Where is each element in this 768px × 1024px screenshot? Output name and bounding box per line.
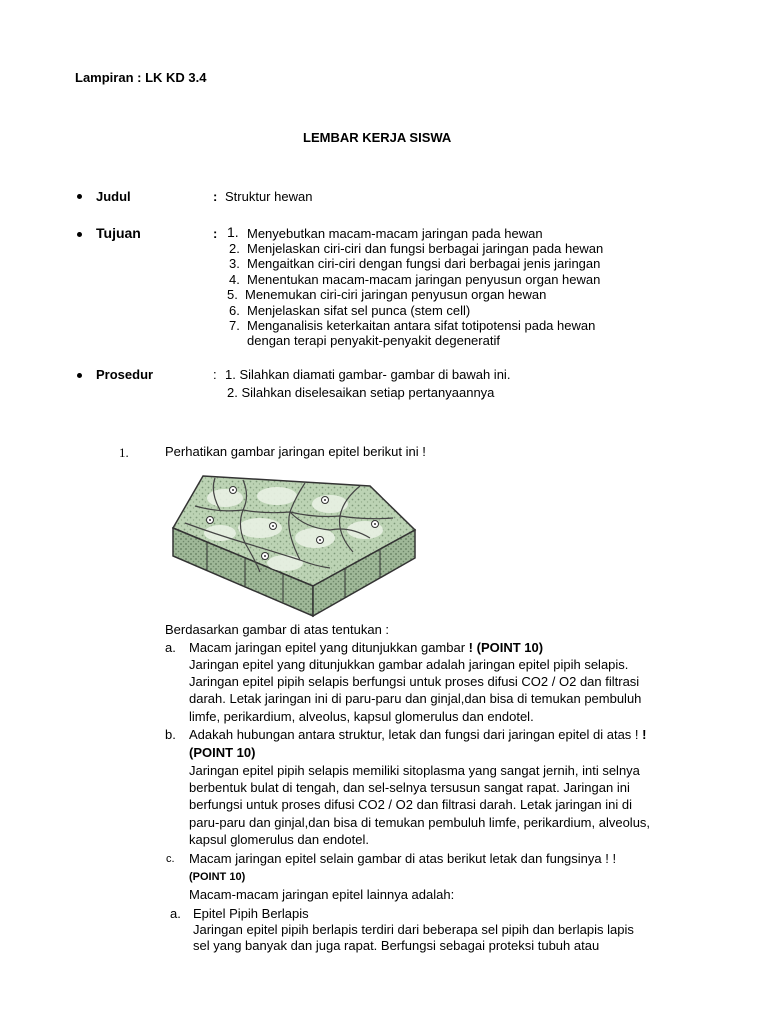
question-lead: Berdasarkan gambar di atas tentukan : [165, 622, 390, 637]
tujuan-num-2: 2. [229, 241, 240, 256]
item-a-answer-2: Jaringan epitel pipih selapis berfungsi untuk proses difusi CO2 / O2 dan filtrasi [189, 674, 640, 689]
judul-label: Judul [96, 189, 131, 204]
bullet-tujuan [77, 232, 82, 237]
item-a-answer-3: darah. Letak jaringan ini di paru-paru dan ginjal,dan bisa di temukan pembuluh [189, 691, 642, 706]
item-c-sub-a-letter: a. [170, 906, 181, 921]
item-b-answer-3: berfungsi untuk proses difusi CO2 / O2 dan filtrasi darah. Letak jaringan ini di [189, 797, 632, 812]
prosedur-colon: : [213, 367, 217, 382]
item-b-point: (POINT 10) [189, 745, 256, 760]
bullet-prosedur [77, 373, 82, 378]
page-title: LEMBAR KERJA SISWA [303, 130, 452, 145]
tujuan-num-7: 7. [229, 318, 240, 333]
epithelium-figure [165, 468, 420, 618]
attachment-label: Lampiran : LK KD 3.4 [75, 70, 207, 85]
item-c-point: (POINT 10) [189, 871, 246, 883]
item-a-answer-4: limfe, perikardium, alveolus, kapsul glomerulus dan endotel. [189, 709, 534, 724]
item-b-answer-4: paru-paru dan ginjal,dan bisa di temukan pembuluh limfe, perikardium, alveolus, [189, 815, 651, 830]
tujuan-item-1: Menyebutkan macam-macam jaringan pada hewan [247, 226, 543, 241]
tujuan-colon: : [213, 226, 218, 241]
item-c-letter: c. [166, 853, 175, 865]
item-c-sub-a-text-1: Jaringan epitel pipih berlapis terdiri dari beberapa sel pipih dan berlapis lapis [193, 922, 634, 937]
epithelium-drawing [165, 468, 420, 618]
item-c-lead: Macam-macam jaringan epitel lainnya adalah: [189, 887, 455, 902]
prosedur-label: Prosedur [96, 367, 154, 382]
item-b-letter: b. [165, 727, 176, 742]
tujuan-item-7: Menganalisis keterkaitan antara sifat totipotensi pada hewan [247, 318, 596, 333]
item-c-sub-a-text-2: sel yang banyak dan juga rapat. Berfungsi sebagai proteksi tubuh atau [193, 938, 600, 953]
tujuan-num-1: 1. [227, 224, 239, 240]
item-a-letter: a. [165, 640, 176, 655]
judul-value: Struktur hewan [225, 189, 313, 204]
tujuan-num-6: 6. [229, 303, 240, 318]
tujuan-num-5: 5. [227, 287, 238, 302]
tujuan-item-6: Menjelaskan sifat sel punca (stem cell) [247, 303, 471, 318]
item-b-answer-2: berbentuk bulat di tengah, dan sel-selnya tersusun sangat rapat. Jaringan ini [189, 780, 630, 795]
item-b-line [189, 727, 647, 742]
tujuan-item-4: Menentukan macam-macam jaringan penyusun organ hewan [247, 272, 601, 287]
tujuan-num-3: 3. [229, 256, 240, 271]
tujuan-num-4: 4. [229, 272, 240, 287]
tujuan-label: Tujuan [96, 225, 141, 241]
item-b-prompt: Adakah hubungan antara struktur, letak dan fungsi dari jaringan epitel di atas ! [189, 727, 639, 742]
item-a-prompt: Macam jaringan epitel yang ditunjukkan gambar [189, 640, 466, 655]
judul-colon: : [213, 189, 218, 204]
item-b-point-tail: ! [642, 727, 647, 742]
prosedur-item-2: 2. Silahkan diselesaikan setiap pertanyaannya [227, 385, 495, 400]
bullet-judul [77, 194, 82, 199]
question-number: 1. [119, 445, 129, 460]
tujuan-item-7-cont: dengan terapi penyakit-penyakit degeneratif [247, 333, 500, 348]
item-b-answer-5: kapsul glomerulus dan endotel. [189, 832, 369, 847]
tujuan-item-2: Menjelaskan ciri-ciri dan fungsi berbagai jaringan pada hewan [247, 241, 604, 256]
item-a-answer-1: Jaringan epitel yang ditunjukkan gambar adalah jaringan epitel pipih selapis. [189, 657, 629, 672]
item-a-point: ! (POINT 10) [468, 640, 544, 655]
tujuan-item-3: Mengaitkan ciri-ciri dengan fungsi dari berbagai jenis jaringan [247, 256, 601, 271]
prosedur-item-1: 1. Silahkan diamati gambar- gambar di bawah ini. [225, 367, 511, 382]
question-intro: Perhatikan gambar jaringan epitel berikut ini ! [165, 444, 426, 459]
item-a-line [189, 640, 543, 655]
item-c-prompt: Macam jaringan epitel selain gambar di atas berikut letak dan fungsinya ! ! [189, 851, 617, 866]
item-c-sub-a-title: Epitel Pipih Berlapis [193, 906, 309, 921]
tujuan-item-5: Menemukan ciri-ciri jaringan penyusun organ hewan [245, 287, 547, 302]
item-b-answer-1: Jaringan epitel pipih selapis memiliki sitoplasma yang sangat jernih, inti selnya [189, 763, 640, 778]
